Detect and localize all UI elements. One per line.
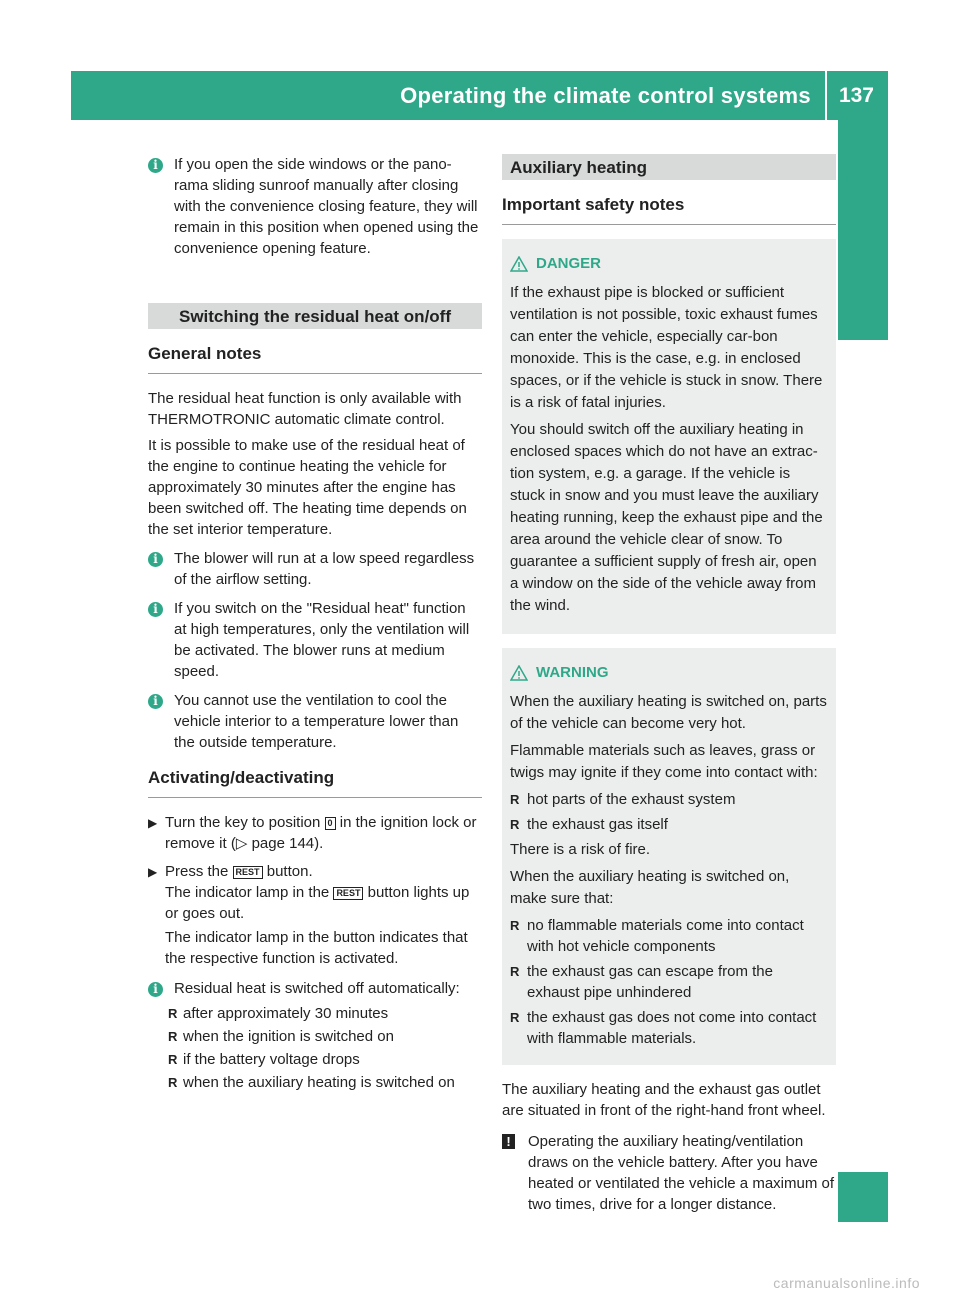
warning-triangle-icon	[510, 256, 528, 272]
page-header	[71, 71, 888, 120]
r-bullet-icon: R	[510, 1010, 520, 1025]
list-item: R if the battery voltage drops	[168, 1051, 360, 1068]
list-item: R hot parts of the exhaust system	[510, 791, 736, 808]
step-text: Press the REST button. The indicator lamp in the REST button lights up or goes out.	[165, 863, 470, 922]
list-item: R no flammable materials come into contact with hot vehicle components	[510, 917, 804, 955]
note-text: You cannot use the ventilation to cool the vehicle interior to a temperature lower than the outside temperature.	[174, 692, 459, 751]
step	[148, 861, 482, 972]
subsection-title: General notes	[148, 343, 482, 374]
subsection-title: Activating/deactivating	[148, 767, 482, 798]
paragraph: The auxiliary heating and the exhaust gas outlet are situated in front of the right-hand front wheel.	[502, 1081, 826, 1119]
list-item: R the exhaust gas can escape from the exhaust pipe unhindered	[510, 963, 773, 1001]
notice-note	[502, 1131, 836, 1215]
warning-label: WARNING	[536, 664, 609, 681]
page-number: 137	[838, 83, 874, 107]
warning-text: When the auxiliary heating is switched on, parts of the vehicle can become very hot.	[510, 693, 827, 732]
info-icon: i	[148, 552, 163, 567]
footer-url: carmanualsonline.info	[773, 1275, 920, 1291]
r-bullet-icon: R	[168, 1075, 178, 1090]
left-column	[148, 154, 482, 1095]
rest-button-icon: REST	[333, 887, 363, 900]
rest-button-icon: REST	[233, 866, 263, 879]
step-text: The indicator lamp in the button indicates that the respective function is activated.	[165, 929, 468, 967]
paragraph: The residual heat function is only available with THERMOTRONIC automatic climate control.	[148, 390, 462, 428]
note-text: If you switch on the "Residual heat" function at high temperatures, only the ventilation will be activated. The blower runs at medium speed.	[174, 600, 470, 680]
note-text: If you open the side windows or the pano-rama sliding sunroof manually after closing with the convenience closing feature, they will remain in this position when opened using the convenience opening feature.	[174, 156, 479, 257]
r-bullet-icon: R	[168, 1052, 178, 1067]
paragraph: It is possible to make use of the residual heat of the engine to continue heating the vehicle for approximately 30 minutes after the engine has been switched off. The heating time depends on the set interior temperature.	[148, 437, 467, 538]
danger-text: If the exhaust pipe is blocked or sufficient ventilation is not possible, toxic exhaust fumes can enter the vehicle, especially car-bon monoxide. This is the case, e.g. in enclosed spaces, or if the vehicle is stuck in snow. There is a risk of fatal injuries.	[510, 284, 823, 411]
side-marker	[838, 1172, 888, 1222]
step	[148, 812, 482, 857]
header-title: Operating the climate control systems	[400, 82, 811, 108]
step-text: Turn the key to position 0 in the ignition lock or remove it (▷ page 144).	[165, 814, 477, 852]
note-text: The blower will run at a low speed regardless of the airflow setting.	[174, 550, 475, 588]
warning-text: Flammable materials such as leaves, grass or twigs may ignite if they come into contact with:	[510, 742, 818, 781]
warning-text: When the auxiliary heating is switched on, make sure that:	[510, 868, 790, 907]
list-item: R the exhaust gas itself	[510, 816, 668, 833]
exclamation-icon: !	[502, 1134, 515, 1149]
danger-text: You should switch off the auxiliary heating in enclosed spaces which do not have an extrac-tion system, e.g. a garage. If the vehicle is stuck in snow and you must leave the auxiliary heating running, keep the exhaust pipe and the area around the vehicle clear of snow. To guarantee a sufficient supply of fresh air, open a window on the side of the vehicle away from the wind.	[510, 421, 823, 614]
r-bullet-icon: R	[510, 964, 520, 979]
danger-header	[510, 253, 828, 274]
warning-triangle-icon	[510, 665, 528, 681]
section-title: Auxiliary heating	[502, 154, 836, 180]
side-label-text: Climate control	[845, 163, 872, 338]
page-ref-icon: ▷	[235, 835, 248, 852]
note-text: Operating the auxiliary heating/ventilation draws on the vehicle battery. After you have heated or ventilated the vehicle a maximum of two times, drive for a longer distance.	[528, 1133, 834, 1213]
r-bullet-icon: R	[168, 1029, 178, 1044]
r-bullet-icon: R	[510, 918, 520, 933]
danger-box	[502, 239, 836, 634]
subsection-title: Important safety notes	[502, 194, 836, 225]
list-item: R when the auxiliary heating is switched on	[168, 1074, 455, 1091]
list-item: R when the ignition is switched on	[168, 1028, 394, 1045]
key-position-icon: 0	[325, 817, 336, 830]
arrow-right-icon: ▶	[148, 865, 158, 879]
danger-label: DANGER	[536, 255, 602, 272]
note-text: Residual heat is switched off automatically:	[174, 980, 460, 997]
warning-text: There is a risk of fire.	[510, 841, 651, 858]
info-icon: i	[148, 694, 163, 709]
list-item: R after approximately 30 minutes	[168, 1005, 389, 1022]
r-bullet-icon: R	[510, 817, 520, 832]
right-column	[502, 154, 836, 1223]
info-icon: i	[148, 602, 163, 617]
info-icon: i	[148, 158, 163, 173]
warning-header	[510, 662, 828, 683]
info-note	[148, 154, 482, 259]
r-bullet-icon: R	[510, 792, 520, 807]
section-title: Switching the residual heat on/off	[148, 303, 482, 329]
r-bullet-icon: R	[168, 1006, 178, 1021]
info-note	[148, 548, 482, 590]
info-note	[148, 598, 482, 682]
arrow-right-icon: ▶	[148, 816, 158, 830]
warning-box	[502, 648, 836, 1065]
list-item: R the exhaust gas does not come into contact with flammable materials.	[510, 1009, 817, 1047]
info-icon: i	[148, 982, 163, 997]
info-note	[148, 690, 482, 753]
info-note	[148, 978, 482, 999]
